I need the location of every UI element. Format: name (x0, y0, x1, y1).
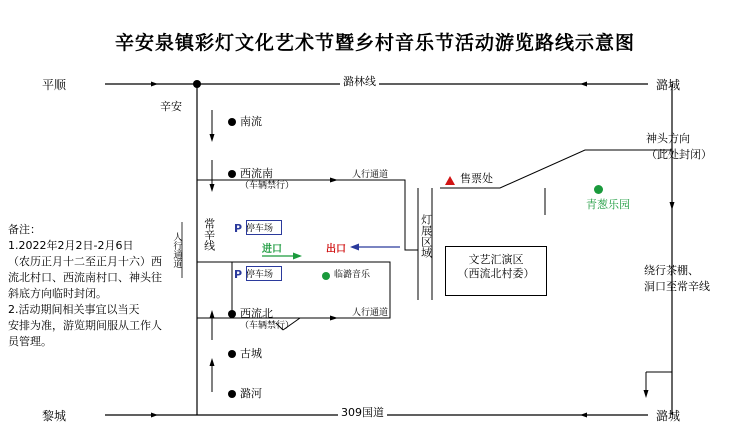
notes-block (8, 222, 188, 350)
performance-area-line-1: 文艺汇演区 (468, 253, 524, 266)
parking-label-bottom: 停车场 (246, 270, 274, 280)
place-dot-xiliunan (228, 170, 236, 178)
notes-line-4: 斜底方向临时封闭。 (8, 286, 107, 300)
page-title: 辛安泉镇彩灯文化艺术节暨乡村音乐节活动游览路线示意图 (114, 32, 635, 54)
place-dot-xiliubei (228, 310, 236, 318)
notes-line-7: 员管理。 (8, 334, 52, 348)
corner-label-top-left: 平顺 (42, 78, 67, 92)
road-label-vertical-left: 常辛线 (202, 218, 216, 251)
detour-line-1: 绕行茶棚、 (644, 264, 699, 277)
label-pedestrian-left-vertical: 人行通道 (171, 232, 182, 268)
performance-area-line-2: （西流北村委） (457, 267, 535, 281)
qingcong-park-label: 青葱乐园 (586, 198, 630, 211)
label-pedestrian-top: 人行通道 (352, 170, 389, 180)
parking-icon-bottom: P (234, 268, 243, 281)
entrance-label: 进口 (262, 244, 282, 255)
notes-line-5: 2.活动期间相关事宜以当天 (8, 302, 140, 316)
place-sub-xiliunan: （车辆禁行） (240, 181, 295, 191)
place-sub-xiliubei: （车辆禁行） (240, 321, 295, 331)
detour-line-2: 洞口至常辛线 (644, 280, 710, 293)
corner-label-bottom-left: 黎城 (42, 409, 67, 423)
corner-label-top-right: 潞城 (656, 78, 681, 92)
place-label-xiliubei: 西流北 (240, 307, 273, 320)
place-dot-nanliu (228, 118, 236, 126)
parking-box-top (246, 220, 282, 235)
parking-label-top: 停车场 (246, 224, 274, 234)
place-label-gucheng: 古城 (240, 347, 262, 360)
qingcong-park-dot (594, 185, 603, 194)
place-dot-luhe (228, 390, 236, 398)
place-label-nanliu: 南流 (240, 115, 262, 128)
exit-label: 出口 (326, 244, 346, 255)
music-area-dot (322, 272, 330, 280)
place-label-xinan: 辛安 (160, 100, 182, 113)
place-label-luhe: 潞河 (240, 387, 262, 400)
notes-line-6: 安排为准，游览期间服从工作人 (8, 318, 162, 332)
shentou-direction-line-1: 神头方向 (646, 132, 690, 145)
road-label-top: 潞林线 (340, 75, 379, 89)
parking-box-bottom (246, 266, 282, 281)
corner-label-bottom-right: 潞城 (656, 409, 681, 423)
parking-icon-top: P (234, 222, 243, 235)
notes-line-2: （农历正月十二至正月十六）西 (8, 254, 162, 268)
place-label-xiliunan: 西流南 (240, 167, 273, 180)
place-dot-gucheng (228, 350, 236, 358)
performance-area-box (445, 246, 547, 296)
road-label-bottom: 309国道 (338, 406, 387, 420)
notes-heading: 备注： (8, 223, 41, 236)
notes-line-3: 流北村口、西流南村口、神头往 (8, 270, 162, 284)
lantern-area-label: 灯展区域 (419, 214, 433, 258)
ticket-office-label: 售票处 (460, 172, 493, 185)
label-pedestrian-mid: 人行通道 (352, 308, 389, 318)
music-area-label: 临潞音乐 (334, 270, 371, 280)
junction-dot-xinan (193, 80, 201, 88)
shentou-direction-line-2: （此处封闭） (646, 148, 712, 161)
notes-line-1: 1.2022年2月2日-2月6日 (8, 238, 134, 252)
